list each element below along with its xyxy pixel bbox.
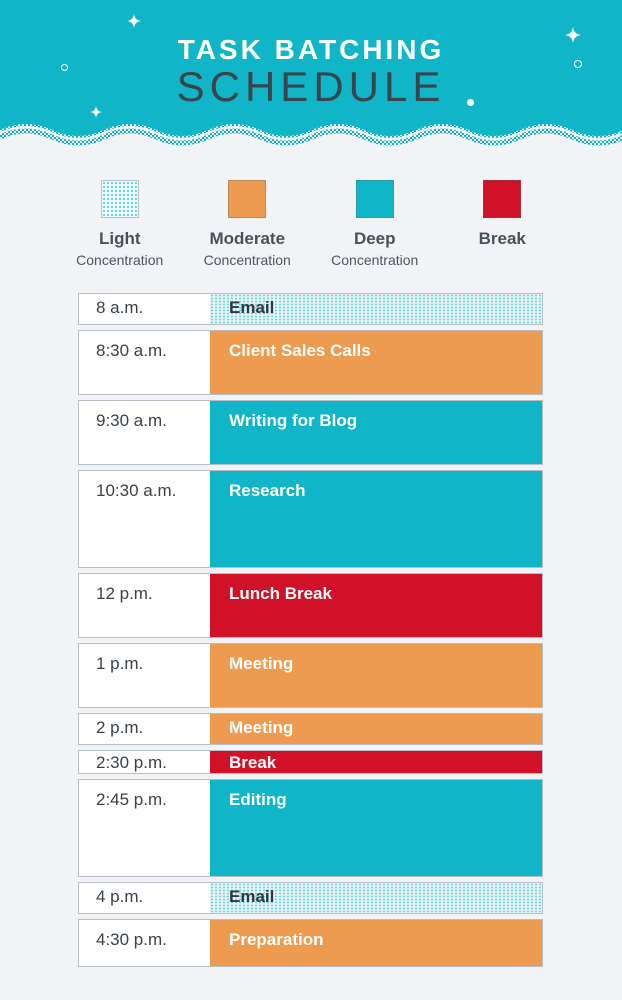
schedule-row	[78, 330, 543, 395]
schedule-row	[78, 919, 543, 967]
time-label: 10:30 a.m.	[96, 481, 177, 501]
time-cell	[79, 883, 210, 913]
header	[0, 0, 622, 150]
time-label: 9:30 a.m.	[96, 411, 167, 431]
schedule	[78, 293, 543, 967]
time-label: 8:30 a.m.	[96, 341, 167, 361]
time-label: 2:45 p.m.	[96, 790, 167, 810]
time-label: 12 p.m.	[96, 584, 153, 604]
task-block	[210, 331, 542, 394]
time-cell	[79, 714, 210, 744]
legend-name: Moderate	[209, 229, 286, 248]
task-block	[210, 294, 542, 324]
task-block	[210, 751, 542, 773]
time-cell	[79, 294, 210, 324]
time-cell	[79, 780, 210, 876]
time-label: 4:30 p.m.	[96, 930, 167, 950]
legend-item-light	[56, 180, 184, 269]
schedule-row	[78, 713, 543, 745]
schedule-row	[78, 643, 543, 708]
legend-item-moderate	[184, 180, 312, 269]
time-cell	[79, 331, 210, 394]
deep-concentration-swatch-icon	[356, 180, 394, 218]
break-swatch-icon	[483, 180, 521, 218]
task-block	[210, 574, 542, 637]
task-block	[210, 780, 542, 876]
task-label: Writing for Blog	[229, 411, 358, 431]
legend-name: Deep	[353, 229, 396, 248]
time-label: 8 a.m.	[96, 298, 144, 318]
task-label: Editing	[229, 790, 287, 810]
time-label: 4 p.m.	[96, 887, 144, 907]
time-cell	[79, 574, 210, 637]
task-block	[210, 644, 542, 707]
page-title: TASK BATCHING	[177, 34, 445, 65]
legend-name: Light	[98, 229, 141, 248]
schedule-row	[78, 293, 543, 325]
task-block	[210, 471, 542, 567]
time-label: 1 p.m.	[96, 654, 144, 674]
task-label: Email	[229, 887, 275, 907]
task-block	[210, 883, 542, 913]
legend	[0, 180, 622, 269]
time-cell	[79, 644, 210, 707]
page-subtitle: SCHEDULE	[176, 63, 446, 110]
moderate-concentration-swatch-icon	[228, 180, 266, 218]
light-concentration-swatch-icon	[101, 180, 139, 218]
schedule-row	[78, 779, 543, 877]
task-label: Lunch Break	[229, 584, 332, 604]
time-label: 2 p.m.	[96, 718, 144, 738]
time-cell	[79, 751, 210, 773]
task-block	[210, 920, 542, 966]
time-cell	[79, 920, 210, 966]
task-label: Break	[229, 753, 277, 773]
task-label: Research	[229, 481, 306, 501]
task-label: Client Sales Calls	[229, 341, 371, 361]
legend-item-deep	[311, 180, 439, 269]
time-cell	[79, 401, 210, 464]
task-label: Preparation	[229, 930, 324, 950]
legend-sub: Concentration	[331, 252, 419, 269]
wave-edge	[0, 122, 622, 150]
schedule-row	[78, 573, 543, 638]
schedule-row	[78, 400, 543, 465]
time-cell	[79, 471, 210, 567]
schedule-row	[78, 470, 543, 568]
schedule-row	[78, 750, 543, 774]
legend-name: Break	[478, 229, 526, 248]
task-label: Meeting	[229, 718, 294, 738]
task-label: Email	[229, 298, 275, 318]
time-label: 2:30 p.m.	[96, 753, 167, 773]
task-label: Meeting	[229, 654, 294, 674]
task-block	[210, 401, 542, 464]
legend-item-break	[439, 180, 567, 269]
task-block	[210, 714, 542, 744]
legend-sub: Concentration	[203, 252, 291, 269]
legend-sub: Concentration	[76, 252, 164, 269]
schedule-row	[78, 882, 543, 914]
